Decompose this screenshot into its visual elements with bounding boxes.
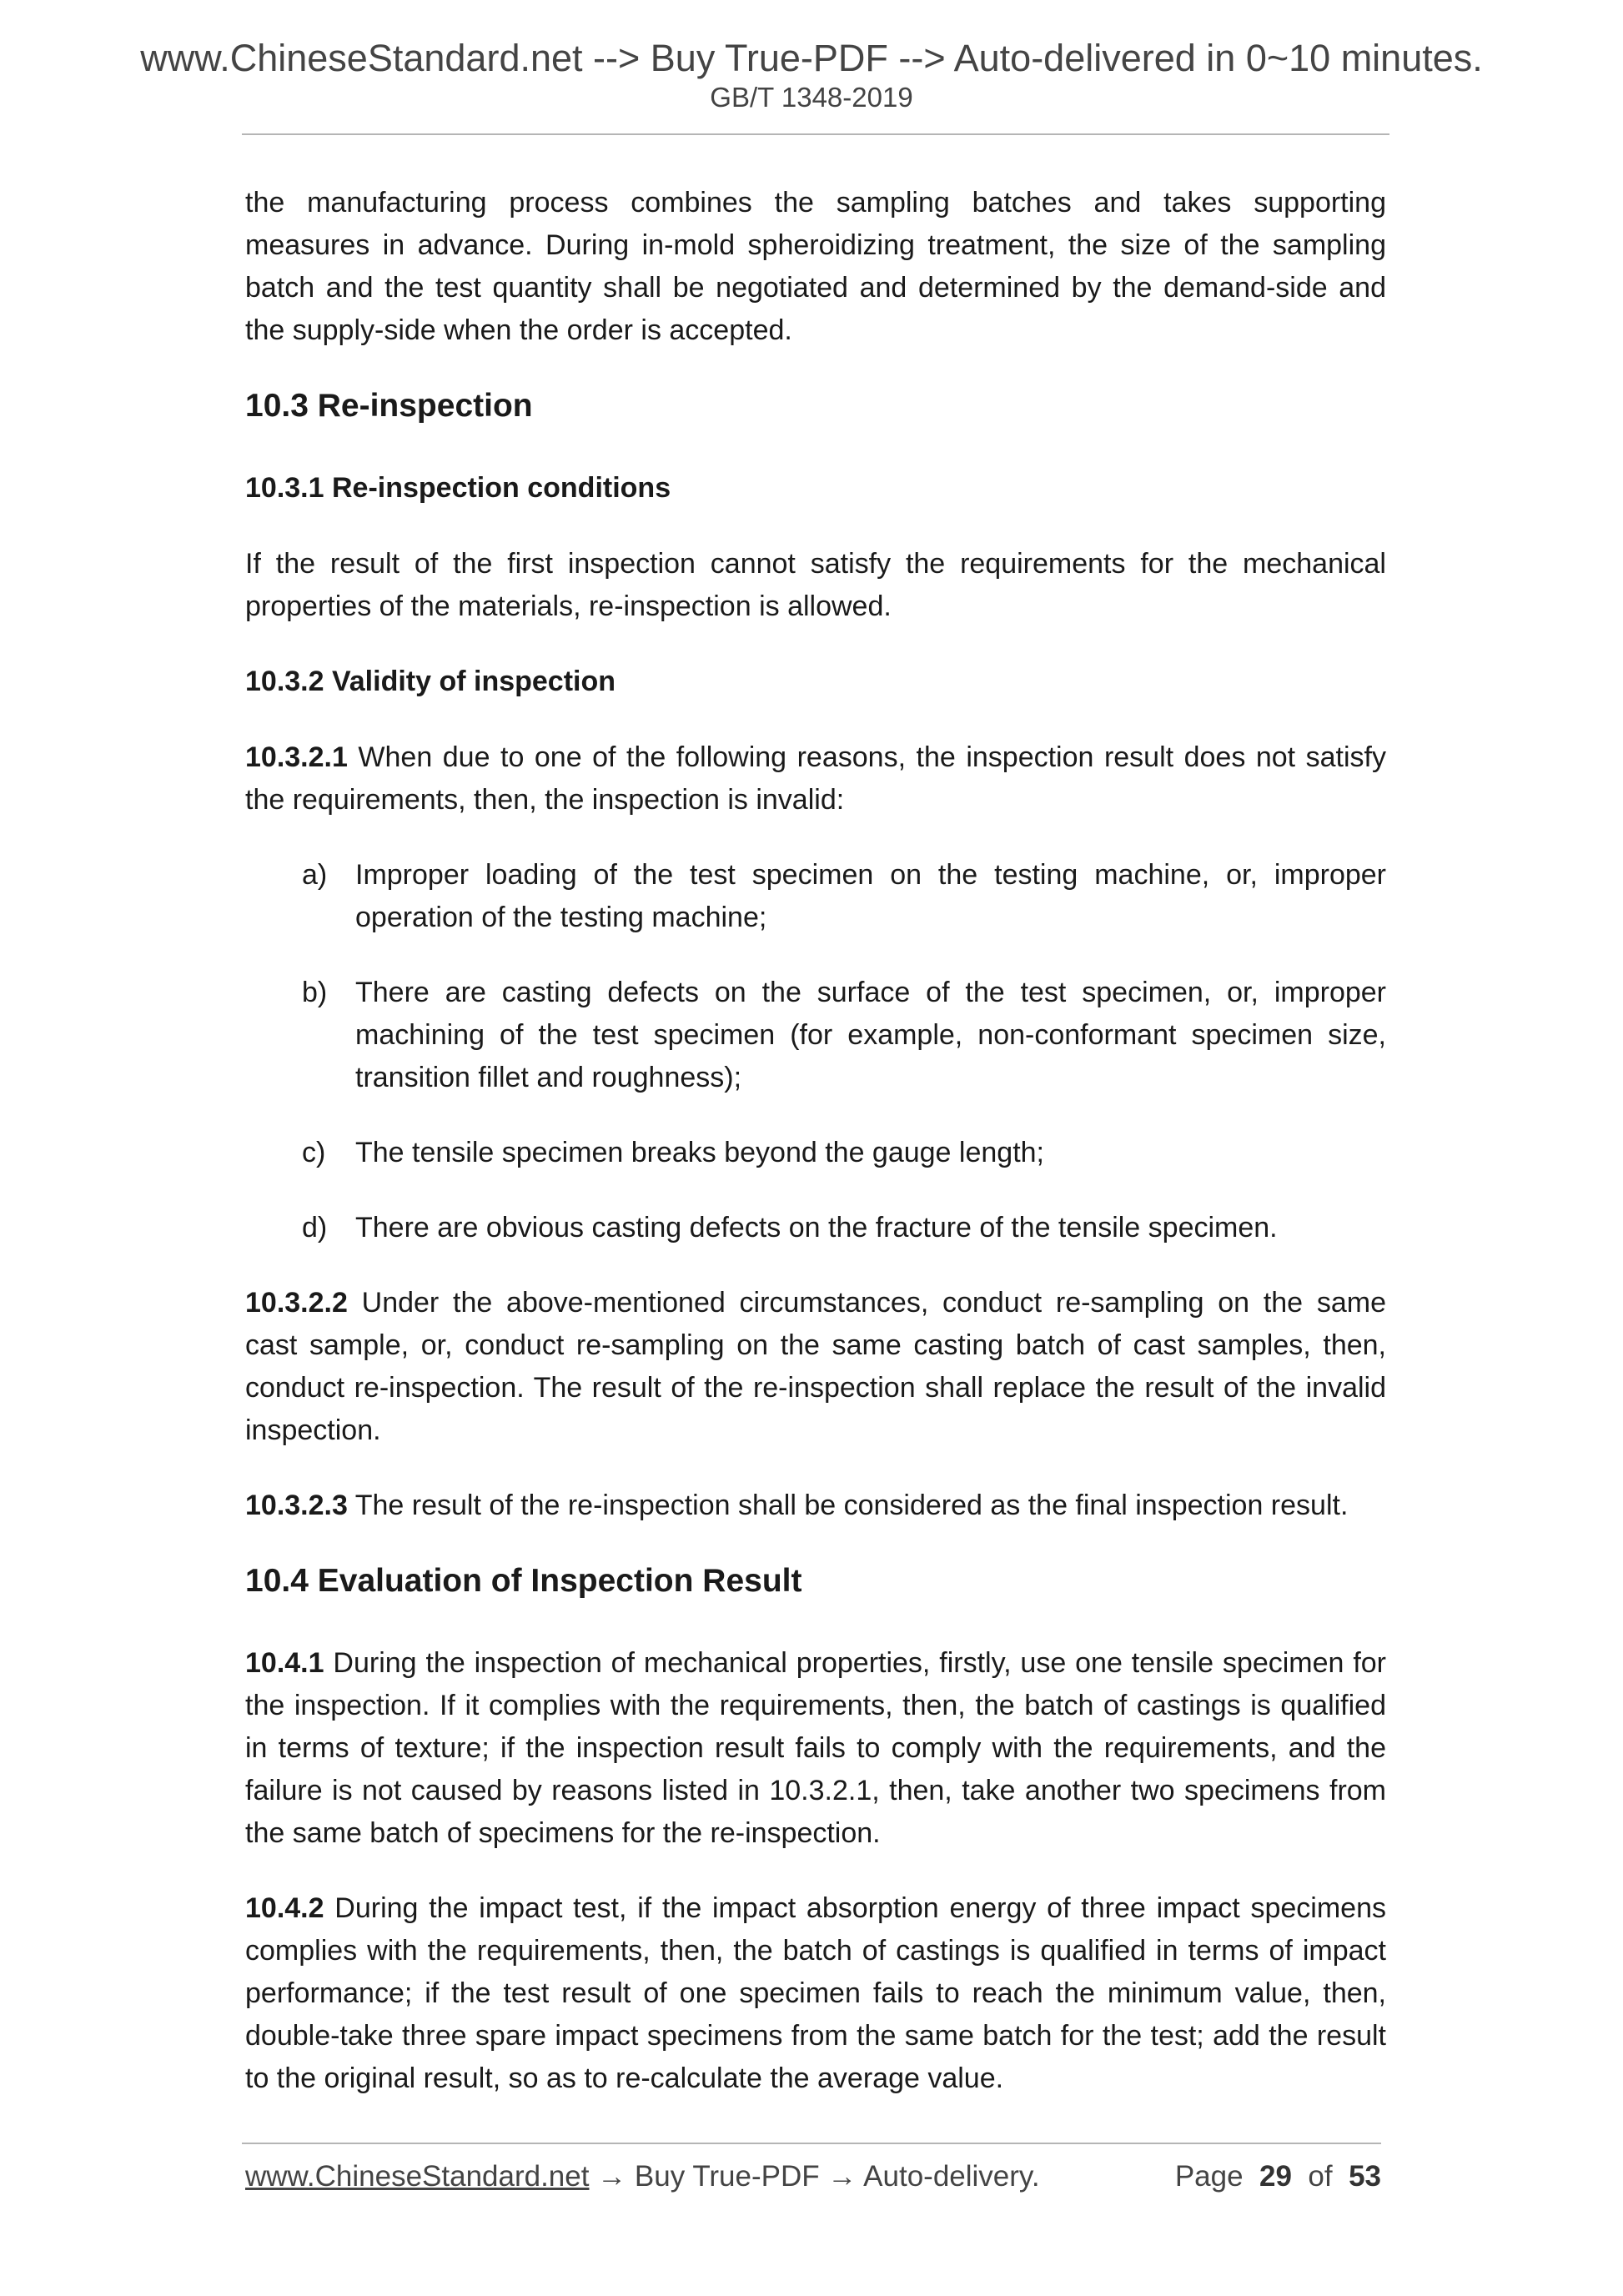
section-10-4-heading: 10.4 Evaluation of Inspection Result <box>245 1563 802 1599</box>
header-banner: www.ChineseStandard.net --> Buy True-PDF --> Auto-delivered in 0~10 minutes. <box>140 37 1483 79</box>
clause-text: Under the above-mentioned circumstances, conduct re-sampling on the same cast sample, or, conduct re-sampling on the same casting batch of cast samples, then, conduct re-inspection. The result of the re-inspection shall replace the result of the invalid inspection. <box>245 1287 1386 1446</box>
section-10-3-heading: 10.3 Re-inspection <box>245 388 533 424</box>
list-label: d) <box>302 1212 328 1243</box>
clause-number: 10.4.1 <box>245 1647 324 1679</box>
footer-tagline: → Buy True-PDF → Auto-delivery. <box>589 2160 1040 2193</box>
clause-10-4-2 <box>245 1887 1386 2100</box>
clause-10-4-1 <box>245 1642 1386 1855</box>
page-word: Page <box>1174 2160 1244 2193</box>
footer-left <box>245 2160 1040 2193</box>
list-label: b) <box>302 977 328 1008</box>
clause-10-3-2-3 <box>245 1485 1386 1527</box>
section-10-3-1-heading: 10.3.1 Re-inspection conditions <box>245 472 671 504</box>
clause-10-3-2-2 <box>245 1282 1386 1452</box>
list-item <box>245 1207 1386 1249</box>
page-footer <box>245 2160 1381 2193</box>
page-content <box>245 182 1386 2133</box>
clause-number: 10.3.2.3 <box>245 1490 348 1521</box>
clause-number: 10.3.2.2 <box>245 1287 348 1319</box>
list-label: a) <box>302 859 328 891</box>
header-divider <box>242 133 1389 135</box>
clause-10-3-2-1 <box>245 736 1386 821</box>
clause-text: When due to one of the following reasons, the inspection result does not satisfy the requirements, then, the inspection is invalid: <box>245 741 1386 816</box>
list-item <box>245 972 1386 1099</box>
list-text: There are obvious casting defects on the fracture of the tensile specimen. <box>355 1212 1278 1243</box>
clause-number: 10.4.2 <box>245 1892 324 1924</box>
page-indicator <box>1175 2160 1381 2193</box>
section-10-3-1-text: If the result of the first inspection cannot satisfy the requirements for the mechanical properties of the materials, re-inspection is allowed. <box>245 548 1386 622</box>
list-text: The tensile specimen breaks beyond the gauge length; <box>355 1137 1044 1168</box>
clause-text: During the impact test, if the impact absorption energy of three impact specimens complies with the requirements, then, the batch of castings is qualified in terms of impact performance; if the test result of one specimen fails to reach the minimum value, then, double-take three spare impact specimens from the same batch for the test; add the result to the original result, so as to re-calculate the average value. <box>245 1892 1386 2094</box>
list-label: c) <box>302 1137 326 1168</box>
section-10-3-2-heading: 10.3.2 Validity of inspection <box>245 666 616 697</box>
list-text: Improper loading of the test specimen on the testing machine, or, improper operation of the testing machine; <box>355 859 1386 933</box>
clause-number: 10.3.2.1 <box>245 741 348 773</box>
footer-divider <box>242 2143 1381 2144</box>
page-number: 29 <box>1259 2160 1292 2193</box>
clause-text: The result of the re-inspection shall be considered as the final inspection result. <box>347 1490 1349 1521</box>
clause-text: During the inspection of mechanical properties, firstly, use one tensile specimen for the inspection. If it complies with the requirements, then, the batch of castings is qualified in terms of texture; if the inspection result fails to comply with the requirements, and the failure is not caused by reasons listed in 10.3.2.1, then, take another two specimens from the same batch of specimens for the re-inspection. <box>245 1647 1386 1849</box>
document-code: GB/T 1348-2019 <box>710 82 913 113</box>
of-word: of <box>1308 2160 1333 2193</box>
list-item <box>245 1132 1386 1174</box>
list-text: There are casting defects on the surface of the test specimen, or, improper machining of the test specimen (for example, non-conformant specimen size, transition fillet and roughness); <box>355 977 1386 1093</box>
list-item <box>245 854 1386 939</box>
site-link[interactable]: www.ChineseStandard.net <box>245 2160 590 2193</box>
page-total: 53 <box>1349 2160 1381 2193</box>
intro-paragraph: the manufacturing process combines the sampling batches and takes supporting measures in advance. During in-mold spheroidizing treatment, the size of the sampling batch and the test quantity shall be negotiated and determined by the demand-side and the supply-side when the order is accepted. <box>245 187 1386 346</box>
